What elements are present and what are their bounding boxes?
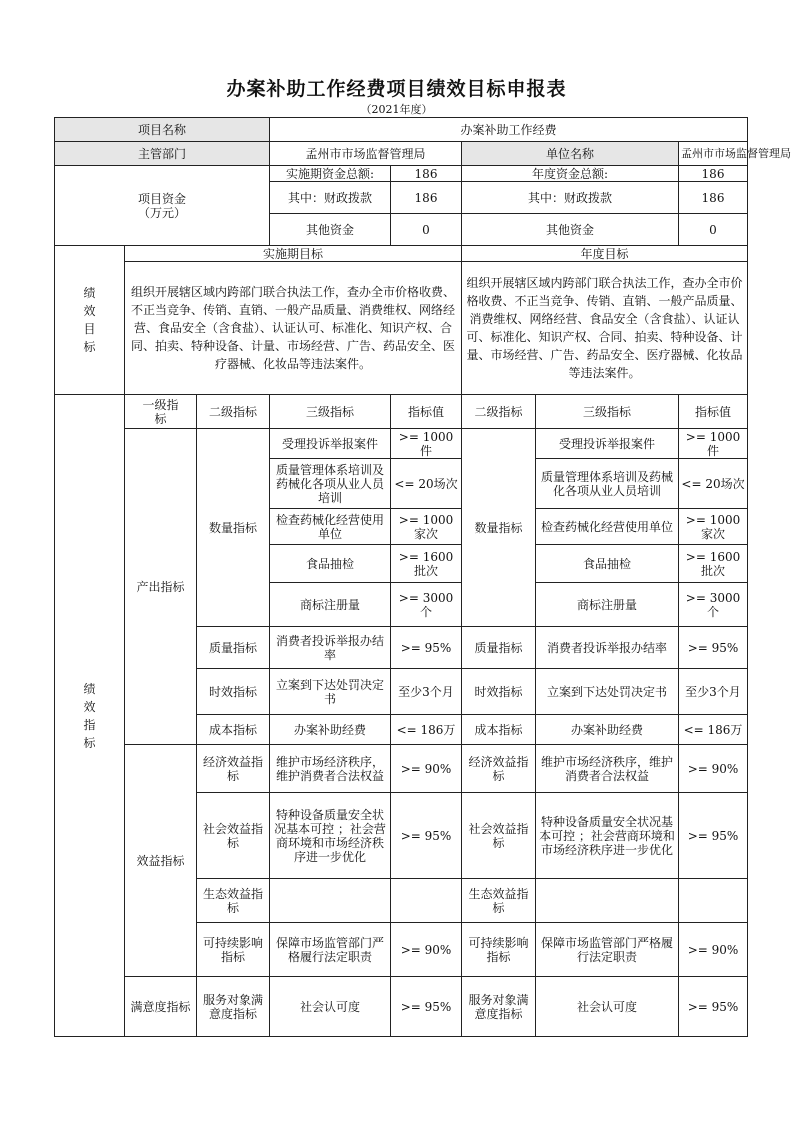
impl-level3: 检查药械化经营使用单位 (270, 509, 391, 545)
header-level1: 一级指标 (125, 395, 197, 429)
impl-value: <= 186万 (391, 715, 462, 745)
annual-value: >= 1000件 (679, 429, 748, 459)
annual-value: 至少3个月 (679, 669, 748, 715)
annual-level3: 商标注册量 (536, 583, 679, 627)
impl-level3 (270, 879, 391, 923)
funds-label-text: 项目资金 （万元） (137, 191, 186, 220)
impl-value: >= 95% (391, 627, 462, 669)
indicators-section-label (55, 395, 125, 1037)
impl-value: >= 3000个 (391, 583, 462, 627)
impl-value: <= 20场次 (391, 459, 462, 509)
header-impl-level2: 二级指标 (197, 395, 270, 429)
level2-economic-impl: 经济效益指标 (197, 745, 270, 793)
annual-other-label: 其他资金 (462, 214, 679, 246)
annual-level3: 办案补助经费 (536, 715, 679, 745)
level1-benefit: 效益指标 (125, 745, 197, 977)
annual-level3: 检查药械化经营使用单位 (536, 509, 679, 545)
annual-level3: 食品抽检 (536, 545, 679, 583)
impl-goal-header: 实施期目标 (125, 246, 462, 262)
header-impl-level3: 三级指标 (270, 395, 391, 429)
level2-ecological-impl: 生态效益指标 (197, 879, 270, 923)
impl-level3: 食品抽检 (270, 545, 391, 583)
annual-level3: 质量管理体系培训及药械化各项从业人员培训 (536, 459, 679, 509)
impl-fiscal-label: 其中：财政拨款 (270, 182, 391, 214)
impl-level3: 特种设备质量安全状况基本可控 ；社会营商环境和市场经济秩序进一步优化 (270, 793, 391, 879)
level2-service-impl: 服务对象满意度指标 (197, 977, 270, 1037)
department-value: 孟州市市场监督管理局 (270, 142, 462, 166)
annual-level3: 受理投诉举报案件 (536, 429, 679, 459)
impl-value: >= 1600批次 (391, 545, 462, 583)
level1-satisfaction: 满意度指标 (125, 977, 197, 1037)
department-label: 主管部门 (55, 142, 270, 166)
level1-output: 产出指标 (125, 429, 197, 745)
impl-value: >= 1000家次 (391, 509, 462, 545)
document-title: 办案补助工作经费项目绩效目标申报表 (226, 78, 567, 100)
impl-value: >= 90% (391, 923, 462, 977)
annual-value: >= 3000个 (679, 583, 748, 627)
impl-value: 至少3个月 (391, 669, 462, 715)
level2-quality-annual: 质量指标 (462, 627, 536, 669)
impl-value: >= 90% (391, 745, 462, 793)
impl-level3: 维护市场经济秩序，维护消费者合法权益 (270, 745, 391, 793)
level2-sustainable-impl: 可持续影响指标 (197, 923, 270, 977)
annual-level3: 特种设备质量安全状况基本可控 ；社会营商环境和市场经济秩序进一步优化 (536, 793, 679, 879)
goals-section-label-text: 绩效目标 (83, 286, 96, 354)
impl-level3: 受理投诉举报案件 (270, 429, 391, 459)
annual-value: <= 186万 (679, 715, 748, 745)
level2-service-annual: 服务对象满意度指标 (462, 977, 536, 1037)
goals-section-label (55, 246, 125, 395)
impl-value: >= 95% (391, 977, 462, 1037)
annual-level3 (536, 879, 679, 923)
header-impl-value: 指标值 (391, 395, 462, 429)
level2-quantity-impl: 数量指标 (197, 429, 270, 627)
impl-level3: 社会认可度 (270, 977, 391, 1037)
indicators-section-label-text: 绩效指标 (83, 681, 96, 750)
impl-fiscal-value: 186 (391, 182, 462, 214)
level2-cost-annual: 成本指标 (462, 715, 536, 745)
impl-level3: 消费者投诉举报办结率 (270, 627, 391, 669)
impl-total-label: 实施期资金总额: (270, 166, 391, 182)
impl-value: >= 95% (391, 793, 462, 879)
annual-total-label: 年度资金总额: (462, 166, 679, 182)
impl-level3: 商标注册量 (270, 583, 391, 627)
level2-timeliness-annual: 时效指标 (462, 669, 536, 715)
annual-value: <= 20场次 (679, 459, 748, 509)
header-annual-value: 指标值 (679, 395, 748, 429)
annual-level3: 社会认可度 (536, 977, 679, 1037)
annual-value: >= 95% (679, 977, 748, 1037)
annual-value: >= 1000家次 (679, 509, 748, 545)
impl-level3: 办案补助经费 (270, 715, 391, 745)
annual-level3: 消费者投诉举报办结率 (536, 627, 679, 669)
annual-level3: 维护市场经济秩序，维护消费者合法权益 (536, 745, 679, 793)
performance-goal-table (54, 117, 791, 1037)
project-name-value: 办案补助工作经费 (270, 118, 748, 142)
impl-other-value: 0 (391, 214, 462, 246)
impl-level3: 质量管理体系培训及药械化各项从业人员培训 (270, 459, 391, 509)
annual-other-value: 0 (679, 214, 748, 246)
annual-value: >= 90% (679, 745, 748, 793)
level2-social-annual: 社会效益指标 (462, 793, 536, 879)
annual-level3: 保障市场监管部门严格履行法定职责 (536, 923, 679, 977)
level2-timeliness-impl: 时效指标 (197, 669, 270, 715)
unit-label: 单位名称 (462, 142, 679, 166)
impl-level3: 立案到下达处罚决定书 (270, 669, 391, 715)
impl-level3: 保障市场监管部门严格履行法定职责 (270, 923, 391, 977)
level2-ecological-annual: 生态效益指标 (462, 879, 536, 923)
annual-value: >= 95% (679, 793, 748, 879)
annual-value: >= 90% (679, 923, 748, 977)
annual-fiscal-label: 其中：财政拨款 (462, 182, 679, 214)
document-year: （2021年度） (360, 103, 433, 116)
impl-value (391, 879, 462, 923)
level2-economic-annual: 经济效益指标 (462, 745, 536, 793)
impl-total-value: 186 (391, 166, 462, 182)
annual-level3: 立案到下达处罚决定书 (536, 669, 679, 715)
header-annual-level2: 二级指标 (462, 395, 536, 429)
annual-goal-text: 组织开展辖区域内跨部门联合执法工作，查办全市价格收费、不正当竞争、传销、直销、一般产品质量、消费维权、网络经营、食品安全（含食盐）、认证认可、标准化、知识产权、合同、拍卖、特种设备、计量、市场经营、广告、药品安全、医疗器械、化妆品等违法案件。 (462, 262, 748, 395)
unit-value: 孟州市市场监督管理局 (679, 142, 748, 166)
impl-value: >= 1000件 (391, 429, 462, 459)
annual-value (679, 879, 748, 923)
level2-quantity-annual: 数量指标 (462, 429, 536, 627)
annual-value: >= 1600批次 (679, 545, 748, 583)
level2-sustainable-annual: 可持续影响指标 (462, 923, 536, 977)
impl-goal-text: 组织开展辖区域内跨部门联合执法工作，查办全市价格收费、不正当竞争、传销、直销、一般产品质量、消费维权、网络经营、食品安全（含食盐）、认证认可、标准化、知识产权、合同、拍卖、特种设备、计量、市场经营、广告、药品安全、医疗器械、化妆品等违法案件。 (125, 262, 462, 395)
annual-fiscal-value: 186 (679, 182, 748, 214)
annual-value: >= 95% (679, 627, 748, 669)
funds-label (55, 166, 270, 246)
annual-total-value: 186 (679, 166, 748, 182)
level2-quality-impl: 质量指标 (197, 627, 270, 669)
project-name-label: 项目名称 (55, 118, 270, 142)
header-annual-level3: 三级指标 (536, 395, 679, 429)
level2-cost-impl: 成本指标 (197, 715, 270, 745)
impl-other-label: 其他资金 (270, 214, 391, 246)
annual-goal-header: 年度目标 (462, 246, 748, 262)
level2-social-impl: 社会效益指标 (197, 793, 270, 879)
